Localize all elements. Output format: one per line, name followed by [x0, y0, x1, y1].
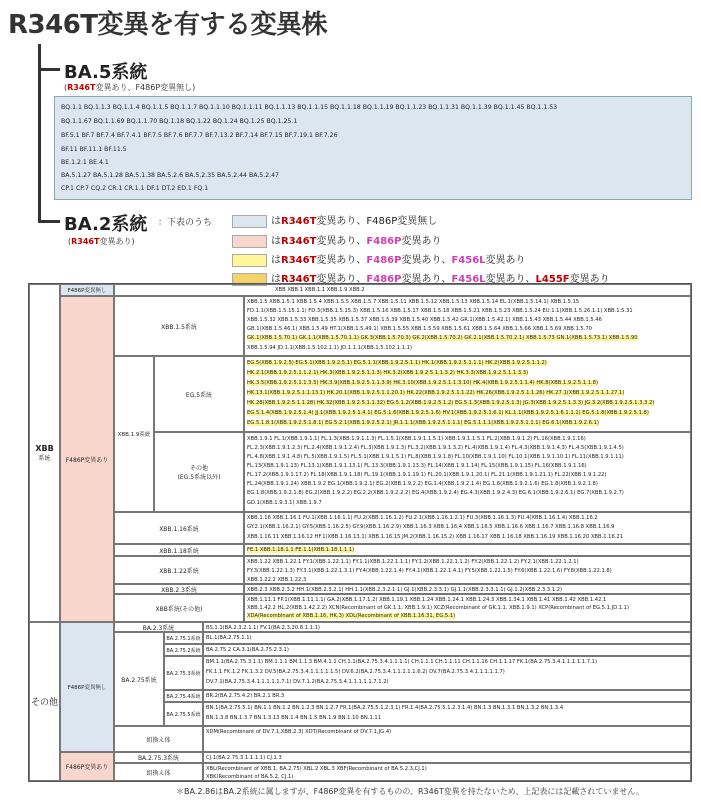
lineage-line: FL.17.2(XBB.1.9.1.17.2) FL.18(XBB.1.9.1.18) FL.19.1(XBB.1.9.1.19.1) FL.20.1(XBB.1.9.1.20.1) FL.21.1(XBB.1.9.1.21.1) FL.22(XBB.1.9.1.22) [247, 472, 607, 478]
lineage-line: FE.1 XBB.1.18.1.1 FE.1.1(XBB.1.18.1.1.1) [247, 547, 355, 553]
legend-row-blue: はR346T変異あり、F486P変異無し [232, 212, 437, 224]
lineage-line: BN.1.3.8 BN.1.3.7 BN.1.3.13 BN.1.4 BN.1.5 BN.1.9 BN.1.10 BN.1.11 [206, 715, 381, 721]
xbb122-cell [244, 556, 691, 584]
lineage-line: BA.2.75.2 CA.3.1(BA.2.75.2.3.1) [206, 647, 289, 653]
xbb23-label: XBB.2.3系統 [114, 584, 244, 594]
lineage-line: XBB.1.22.2 XBB.1.22.3 [247, 577, 307, 583]
xbbother-cell [244, 594, 691, 622]
ba23-label: BA.2.3系統 [114, 622, 203, 632]
lineage-line: BR.2(BA.2.75.4.2) BR.2.1 BR.3 [206, 693, 285, 699]
lineage-line: XBB.1.22 XBB.1.22.1 FY.1(XBB.1.22.1.1) FY.1.1(XBB.1.22.1.1.1) FY.1.2(XBB.1.22.1.1.2) FY.2(XBB.1.22.1.2) FY.2.1(XBB.1.22.1.2.1) [247, 559, 579, 565]
recomb2-cell [203, 763, 691, 781]
ba2753b-label: BA.2.75.3系統 [114, 752, 203, 763]
lineage-line: CJ.1(BA.2.75.3.1.1.1.1) CJ.1.3 [206, 755, 282, 761]
lineage-line: XBB.2.3 XBB.2.3.2 HH.1(XBB.2.3.2.1) HH.1.1(XBB.2.3.2.1.1) GJ.1(XBB.2.3.3.1) GJ.1.1(XBB.2.3.3.1.1) GJ.1.2(XBB.2.3.3.1.2) [247, 587, 563, 593]
eg5-other-label: その他 (EG.5系統以外) [154, 432, 244, 512]
f486p-yes-label: F486P変異あり [60, 752, 114, 781]
lineage-line: FL.24(XBB.1.9.1.24) XBB.1.9.2 EG.1(XBB.1.9.2.1) EG.2(XBB.1.9.2.2) EG.1.4(XBB.1.9.2.1.4) EG.1.6(XBB.1.9.2.1.6) EG.1.8(XBB.1.9.2.1.8) [247, 481, 598, 487]
lineage-line: XBB.1.16 XBB.1.16.1 FU.1(XBB.1.16.1.1) FU.2(XBB.1.16.1.2) FU.2.1(XBB.1.16.1.2.1) FU.3(XBB.1.16.1.3) FU.4(XBB.1.16.1.4) XBB.1.16.2 [247, 515, 598, 521]
lineage-line: GD.1(XBB.1.9.3.1) XBB.1.9.7 [247, 500, 322, 506]
lineage-line: BM.1.1(BA.2.75.3.1.1) BM.1.1.1 BM.1.1.3 BM.4.1.1 CH.1.1(BA.2.75.3.4.1.1.1.1) CH.1.1.1 CH.1.1.11 CH.1.1.16 CH.1.1.17 FK.1(BA.2.75.3.4.1.1.1.1.1.7.1) [206, 659, 597, 665]
ba2-subtitle: (R346T変異あり) [68, 237, 135, 246]
lineage-line: HK.2.1(XBB.1.9.2.5.1.1.2.1) HK.3(XBB.1.9.2.5.1.1.3) HK.3.2(XBB.1.9.2.5.1.1.3.2) HK.3.3(XBB.1.9.2.5.1.1.3.3) [247, 370, 529, 376]
legend-swatch [232, 235, 267, 248]
xbb116-label: XBB.1.16系統 [114, 512, 244, 544]
f486p-yes-label: F486P変異あり [60, 296, 114, 622]
lineage-line: BS.1.1(BA.2.3.2.1.1) FV.1(BA.2.3.20.8.1.1.1) [206, 625, 320, 631]
xbb118-label: XBB.1.18系統 [114, 544, 244, 556]
xbb118-cell [244, 544, 691, 556]
lineage-line: EG.5.1.8.1(XBB.1.9.2.5.1.8.1) EG.5.2.1(XBB.1.9.2.5.2.1) JR.1.1.1(XBB.1.9.2.5.1.1.1) EG.5.1.1.1(XBB.1.9.2.5.1.1.1) EG.6.1(XBB.1.9.2.6.1) [247, 420, 599, 426]
lineage-line: XBB.1.42.2 HL.2(XBB.1.42.2.2) XCN(Recombinant of GK.1.1, XBB.1.9.1) XCZ(Recombinant of GK.1.1, XBB.1.9.1) XCP(Recombinant of EG.5.1.JD.1.1) [247, 605, 630, 611]
recomb-cell [203, 726, 691, 752]
lineage-line: XBK(Recombinant of BA.5.2, CJ.1) [206, 774, 294, 780]
lineage-line: HK.3.5(XBB.1.9.2.5.1.1.3.5) HK.3.9(XBB.1.9.2.5.1.1.3.9) HK.3.10(XBB.1.9.2.5.1.1.3.10) HK.4(XBB.1.9.2.5.1.1.4) HK.8(XBB.1.9.2.5.1.1.8) [247, 380, 598, 386]
xbb-group-label: XBB 系統 [29, 284, 60, 622]
ba2754-label: BA.2.75.4系統 [164, 690, 203, 702]
ba5-line: BE.1.2.1 BE.4.1 [61, 159, 109, 166]
lineage-line: EG.5.1.4(XBB.1.9.2.5.1.4) JJ.1(XBB.1.9.2.5.1.4.1) EG.5.1.6(XBB.1.9.2.5.1.6) HV.1(XBB.1.9.2.5.1.6.1) KL.1.1(XBB.1.9.2.5.1.6.1.1.1) EG.5.1.8(XBB.1.9.2.5.1.8) [247, 410, 649, 416]
xbb122-label: XBB.1.22系統 [114, 556, 244, 584]
ba2753-cell [203, 656, 691, 690]
ba23-cell [203, 622, 691, 632]
lineage-line: GB.1(XBB.1.5.46.1) XBB.1.5.49 HT.1(XBB.1.5.49.1) XBB.1.5.55 XBB.1.5.59 XBB.1.5.61 XBB.1.5.64 XBB.1.5.66 XBB.1.5.69 XBB.1.5.70 [247, 326, 592, 332]
lineage-line: XDM(Recombinant of DV.7.1,XBB.2.3) XDT(Recombinant of DV.7.1,JG.4) [206, 729, 392, 735]
ba5-line: CP.1 CP.7 CQ.2 CR.1 CR.1.1 DF.1 DT.2 ED.1 FQ.1 [61, 185, 209, 192]
legend-swatch [232, 215, 267, 228]
lineage-line: BL.1(BA.2.75.1.1) [206, 635, 252, 641]
eg5-cell [244, 356, 691, 432]
lineage-line: XBL(Recombinant of XBB.1, BA.2.75) XBL.2 XBL.3 XBF(Recombinant of BA.5.2.3,CJ.1) [206, 766, 427, 772]
lineage-line: HK.28(XBB.1.9.2.5.1.1.28) HK.32(XBB.1.9.2.5.1.1.32) EG.5.1.2(XBB.1.9.2.5.1.2) EG.5.1.3(XBB.1.9.2.5.1.3) JG.3(XBB.1.9.2.5.1.3.3) JG.3.2(XBB.1.9.2.5.1.3.3.2) [247, 400, 655, 406]
xbb15-label: XBB.1.5系統 [114, 296, 244, 356]
lineage-line: HK.13.1(XBB.1.9.2.5.1.1.13.1) HK.20.1(XBB.1.9.2.5.1.1.20.1) HK.22(XBB.1.9.2.5.1.1.22) HK.26(XBB.1.9.2.5.1.1.26) HK.27.1(XBB.1.9.2.5.1.1.27.1) [247, 390, 625, 396]
legend-row-yellow: はR346T変異あり、F486P変異あり、F456L変異あり [232, 251, 526, 263]
footnote: ＊BA.2.86はBA.2系統に属しますが、F486P変異を有するものの、R346T変異を持たないため、上記表には記載されていません。 [176, 787, 644, 796]
lineage-line: XBB.1.11.1 FP.1(XBB.1.11.1.1) GA.2(XBB.1.17.1.2) XBB.1.19.1 XBB.1.24 XBB.1.24.1 XBB.1.24.3 XBB.1.34.1 XBB.1.41 XBB.1.42 XBB.1.42.1 [247, 597, 607, 603]
xbb15-cell [244, 296, 691, 356]
tree-branch-ba5 [38, 68, 60, 71]
lineage-line: GY.2.1(XBB.1.16.2.1) GY.5(XBB.1.16.2.5) GY.9(XBB.1.16.2.9) XBB.1.16.3 XBB.1.16.4 XBB.1.16.5 XBB.1.16.6 XBB.1.16.7 XBB.1.16.8 XBB.1.16.9 [247, 524, 615, 530]
ba5-line: BQ.1.1 BQ.1.1.3 BQ.1.1.4 BQ.1.1.5 BQ.1.1.7 BQ.1.1.10 BQ.1.1.11 BQ.1.1.13 BQ.1.1.15 BQ.1.1.18 BQ.1.1.19 BQ.1.1.23 BQ.1.1.31 BQ.1.1.39 BQ.1.1.45 BQ.1.1.53 [61, 104, 558, 111]
lineage-line: XBB.1.5 XBB.1.5.1 XBB.1.5.4 XBB.1.5.5 XBB.1.5.7 XBB.1.5.11 XBB.1.5.12 XBB.1.5.13 XBB.1.5.14 EL.1(XBB.1.5.14.1) XBB.1.5.15 [247, 299, 580, 305]
other-group-label: その他 [29, 622, 60, 781]
recomb-label: 組換え体 [114, 726, 203, 752]
legend-row-orange: はR346T変異あり、F486P変異あり、F456L変異あり、L455F変異あり [232, 270, 610, 282]
ba2754-cell [203, 690, 691, 702]
lineage-line: BN.1(BA.2.75.5.1) BN.1.1 BN.1.2 BN.1.2.3 BN.1.2.7 FR.1(BA.2.75.5.1.2.3.1) FR.1.4(BA.2.75.5.1.2.3.1.4) BN.1.3 BN.1.3.1 BN.1.3.2 BN.1.3.4 [206, 705, 564, 711]
legend-row-pink: はR346T変異あり、F486P変異あり [232, 232, 441, 244]
xbb116-cell [244, 512, 691, 544]
ba5-line: BF.5.1 BF.7 BF.7.4 BF.7.4.1 BF.7.5 BF.7.6 BF.7.7 BF.7.13.2 BF.7.14 BF.7.15 BF.7.19.1 BF.7.26 [61, 132, 338, 139]
lineage-line: XDA(Recombinant of XBB.1.16, HK.3) XDL(Recombinant of XBB.1.16.31, EG.5.1) [247, 613, 456, 619]
eg5-label: EG.5系統 [154, 356, 244, 432]
ba2751-cell [203, 632, 691, 644]
legend-swatch [232, 254, 267, 267]
xbb19-label: XBB.1.9系統 [114, 356, 154, 512]
ba5-lineage-box [54, 96, 692, 200]
lineage-line: FK.1.1 FK.1.2 FK.1.3.2 DV.5(BA.2.75.3.4.1.1.1.1.1.5) DV.6.2(BA.2.75.3.4.1.1.1.1.1.6.2) DV.7(BA.2.75.3.4.1.1.1.1.1.7) [206, 669, 505, 675]
recomb2-label: 組換え体 [114, 763, 203, 781]
lineage-line: DV.7.1(BA.2.75.3.4.1.1.1.1.1.7.1) DV.7.1.2(BA.2.75.3.4.1.1.1.1.1.7.1.2) [206, 679, 389, 685]
ba5-line: BA.5.1.27 BA.5.1.28 BA.5.1.38 BA.5.2.6 BA.5.2.35 BA.5.2.44 BA.5.2.47 [61, 172, 279, 179]
xbb23-cell [244, 584, 691, 594]
lineage-line: EG.5(XBB.1.9.2.5) EG.5.1(XBB.1.9.2.5.1) EG.5.1.1(XBB.1.9.2.5.1.1) HK.1(XBB.1.9.2.5.1.1.1) HK.2(XBB.1.9.2.5.1.1.2) [247, 360, 547, 366]
lineage-line: FL.13(XBB.1.9.1.13) FL.13.1(XBB.1.9.1.13.1) FL.13.3(XBB.1.9.1.13.3) FL.14(XBB.1.9.1.14) FL.15(XBB.1.9.1.15) FL.16(XBB.1.9.1.16) [247, 463, 587, 469]
xbb-top-row: XBB XBB.1 XBB.1.1 XBB.1.9 XBB.2 [114, 284, 691, 296]
f486p-none-label: F486P変異無し [60, 622, 114, 752]
lineage-line: FL.2.3(XBB.1.9.1.2.3) FL.2.4(XBB.1.9.1.2.4) FL.3(XBB.1.9.1.3) FL.3.2(XBB.1.9.1.3.2) FL.4(XBB.1.9.1.4) FL.4.3(XBB.1.9.1.4.3) FL.4.5(XBB.1.9.1.4.5) [247, 445, 624, 451]
lineage-line: FL.4.8(XBB.1.9.1.4.8) FL.5(XBB.1.9.1.5) FL.5.1(XBB.1.9.1.5.1) FL.8(XBB.1.9.1.8) FL.10(XBB.1.9.1.10) FL.10.1(XBB.1.9.1.10.1) FL.11(XBB.1.9.1.11) [247, 454, 624, 460]
ba2752-label: BA.2.75.2系統 [164, 644, 203, 656]
lineage-line: XBB.1.5.32 XBB.1.5.33 XBB.1.5.35 XBB.1.5.37 XBB.1.5.39 XBB.1.5.40 XBB.1.5.42 GR.1(XBB.1.5.42.1) XBB.1.5.43 XBB.1.5.44 XBB.1.5.46 [247, 317, 602, 323]
xbbother-label: XBB系統(その他) [114, 594, 244, 622]
ba5-line: BQ.1.1.67 BQ.1.1.69 BQ.1.1.70 BQ.1.18 BQ.1.22 BQ.1.24 BQ.1.25 BQ.1.25.1 [61, 118, 298, 125]
ba2-heading: BA.2系統 [64, 214, 148, 235]
lineage-line: XBB.1.16.11 XBB.1.16.12 HF.1(XBB.1.16.13.1) XBB.1.16.15 JM.2(XBB.1.16.15.2) XBB.1.16.17 XBB.1.16.18 XBB.1.16.19 XBB.1.16.20 XBB.1.16.21 [247, 534, 623, 540]
ba5-subtitle: (R346T変異あり、F486P変異無し) [64, 83, 196, 92]
ba2755-cell [203, 702, 691, 726]
lineage-line: XBB.1.5.94 JD.1.1(XBB.1.5.102.1.1) JD.1.1.1(XBB.1.5.102.1.1.1) [247, 345, 412, 351]
lineage-line: FD.1.1(XBB.1.5.15.1.1) FD.3(XBB.1.5.15.3) XBB.1.5.16 XBB.1.5.17 XBB.1.5.18 XBB.1.5.21 XBB.1.5.23 XBB.1.5.24 EU.1.1(XBB.1.5.26.1.1) XBB.1.5.31 [247, 308, 633, 314]
f486p-none-label: F486P変異無し [60, 284, 114, 296]
lineage-line: GK.1(XBB.1.5.70.1) GK.1.1(XBB.1.5.70.1.1) GK.3(XBB.1.5.70.3) GK.2(XBB.1.5.70.2) GK.2.1(XBB.1.5.70.2.1) XBB.1.5.73 GN.1(XBB.1.5.73.1) XBB.1.5.90 [247, 335, 638, 341]
page-title: R346T変異を有する変異株 [8, 10, 328, 40]
tree-branch-ba2 [38, 220, 60, 223]
xbb19-other-cell [244, 432, 691, 512]
lineage-line: EG.1.8(XBB.1.9.2.1.8) EG.2(XBB.1.9.2.2) EG.2.2(XBB.1.9.2.2.2) EG.4(XBB.1.9.2.4) EG.4.3(XBB.1.9.2.4.3) EG.6.1(XBB.1.9.2.6.1) EG.7(XBB.1.9.2.7) [247, 490, 624, 496]
ba5-line: BF.11 BF.11.1 BF.11.5 [61, 146, 127, 153]
ba5-heading: BA.5系統 [64, 62, 148, 83]
ba2751-label: BA.2.75.1系統 [164, 632, 203, 644]
ba2753b-cell [203, 752, 691, 763]
ba275-label: BA.2.75系統 [114, 632, 164, 726]
lineage-line: XBB.1.9.1 FL.1(XBB.1.9.1.1) FL.1.3(XBB.1.9.1.1.3) FL.1.5.1(XBB.1.9.1.1.5.1) XBB.1.9.1.1.5.1 FL.2(XBB.1.9.1.2) FL.16(XBB.1.9.1.16) [247, 436, 586, 442]
lineage-table [28, 283, 692, 782]
ba2753-label: BA.2.75.3系統 [164, 656, 203, 690]
ba2755-label: BA.2.75.5系統 [164, 702, 203, 726]
ba2752-cell [203, 644, 691, 656]
ba2-heading-tail: ：下表のうち [158, 218, 213, 228]
lineage-line: FY.3(XBB.1.22.1.3) FY.3.1(XBB.1.22.1.3.1) FY.4(XBB.1.22.1.4) FY.4.1(XBB.1.22.1.4.1) FY.5(XBB.1.22.1.5) FY.6(XBB.1.22.1.6) FY.8(XBB.1.22.1.8) [247, 568, 612, 574]
